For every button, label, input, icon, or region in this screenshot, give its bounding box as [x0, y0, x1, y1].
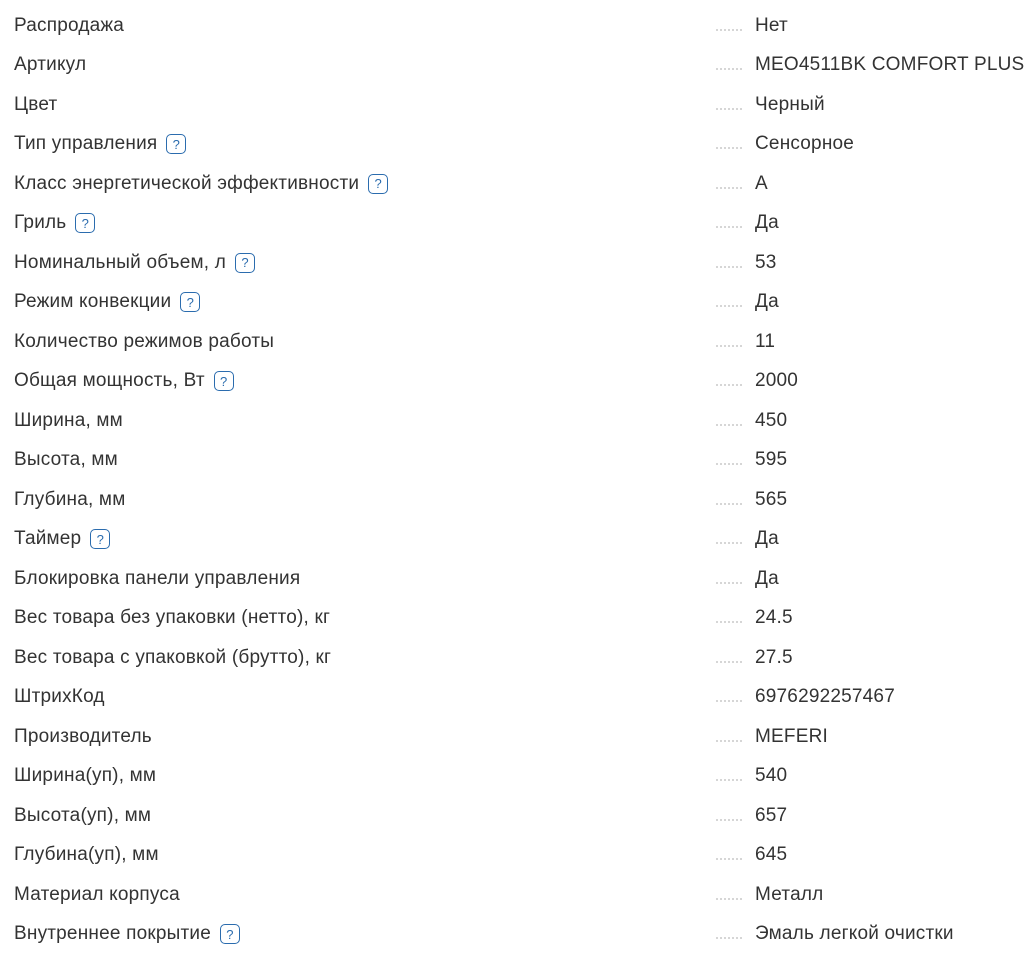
spec-label-text: Материал корпуса: [14, 883, 180, 905]
spec-value-cell: [716, 370, 1030, 392]
spec-label-text: Внутреннее покрытие: [14, 923, 211, 945]
spec-label-text: Цвет: [14, 93, 58, 115]
spec-value: А: [755, 172, 768, 194]
spec-value-cell: [716, 647, 1030, 669]
spec-row: [14, 796, 1030, 836]
spec-value: Да: [755, 528, 779, 550]
spec-value-cell: [716, 15, 1030, 37]
spec-label: [14, 884, 716, 906]
spec-value: 595: [755, 449, 788, 471]
spec-value: Да: [755, 212, 779, 234]
dotted-leader: [716, 106, 742, 110]
spec-label: [14, 568, 716, 590]
spec-value-cell: [716, 726, 1030, 748]
help-icon[interactable]: ?: [214, 371, 234, 391]
spec-value-cell: [716, 173, 1030, 195]
dotted-leader: [716, 382, 742, 386]
dotted-leader: [716, 738, 742, 742]
spec-row: [14, 875, 1030, 915]
spec-value: 24.5: [755, 607, 793, 629]
spec-row: [14, 401, 1030, 441]
dotted-leader: [716, 580, 742, 584]
spec-value-cell: [716, 607, 1030, 629]
spec-label-text: Количество режимов работы: [14, 330, 275, 352]
spec-label: [14, 291, 716, 313]
spec-label-text: Высота(уп), мм: [14, 804, 152, 826]
spec-row: [14, 6, 1030, 46]
spec-label-text: Артикул: [14, 54, 87, 76]
spec-label: [14, 607, 716, 629]
spec-value: 657: [755, 804, 788, 826]
spec-value: 565: [755, 488, 788, 510]
spec-value: Сенсорное: [755, 133, 855, 155]
spec-row: [14, 599, 1030, 639]
spec-row: [14, 85, 1030, 125]
spec-label: [14, 449, 716, 471]
spec-value: MEFERI: [755, 725, 828, 747]
help-icon[interactable]: ?: [368, 174, 388, 194]
spec-value-cell: [716, 410, 1030, 432]
dotted-leader: [716, 27, 742, 31]
spec-row: [14, 678, 1030, 718]
spec-value: Да: [755, 567, 779, 589]
spec-label: [14, 212, 716, 234]
spec-label-text: Ширина, мм: [14, 409, 123, 431]
spec-row: [14, 204, 1030, 244]
spec-label-text: Тип управления: [14, 133, 158, 155]
spec-value-cell: [716, 568, 1030, 590]
spec-label: [14, 647, 716, 669]
spec-label-text: Высота, мм: [14, 449, 118, 471]
spec-value-cell: [716, 212, 1030, 234]
dotted-leader: [716, 540, 742, 544]
spec-row: [14, 638, 1030, 678]
help-icon[interactable]: ?: [75, 213, 95, 233]
spec-row: [14, 520, 1030, 560]
spec-label: [14, 726, 716, 748]
spec-label: [14, 133, 716, 155]
dotted-leader: [716, 659, 742, 663]
spec-label: [14, 765, 716, 787]
spec-label-text: Распродажа: [14, 14, 125, 36]
spec-value-cell: [716, 331, 1030, 353]
spec-value-cell: [716, 528, 1030, 550]
spec-value-cell: [716, 489, 1030, 511]
spec-value-cell: [716, 133, 1030, 155]
spec-label: [14, 686, 716, 708]
spec-row: [14, 164, 1030, 204]
dotted-leader: [716, 264, 742, 268]
dotted-leader: [716, 935, 742, 939]
spec-label-text: Глубина, мм: [14, 488, 126, 510]
spec-label-text: Класс энергетической эффективности: [14, 172, 360, 194]
spec-value-cell: [716, 686, 1030, 708]
spec-label-text: Производитель: [14, 725, 152, 747]
spec-value: MEO4511BK COMFORT PLUS: [755, 54, 1025, 76]
spec-value: 540: [755, 765, 788, 787]
spec-row: [14, 322, 1030, 362]
spec-row: [14, 125, 1030, 165]
spec-label: [14, 805, 716, 827]
spec-row: [14, 46, 1030, 86]
spec-value: 11: [755, 330, 776, 352]
spec-value: Эмаль легкой очистки: [755, 923, 954, 945]
spec-label-text: ШтрихКод: [14, 686, 105, 708]
help-icon[interactable]: ?: [166, 134, 186, 154]
spec-row: [14, 915, 1030, 955]
dotted-leader: [716, 698, 742, 702]
spec-value-cell: [716, 252, 1030, 274]
help-icon[interactable]: ?: [180, 292, 200, 312]
spec-value-cell: [716, 291, 1030, 313]
dotted-leader: [716, 777, 742, 781]
spec-value-cell: [716, 765, 1030, 787]
dotted-leader: [716, 145, 742, 149]
spec-value: Нет: [755, 14, 788, 36]
dotted-leader: [716, 501, 742, 505]
spec-label: [14, 489, 716, 511]
spec-row: [14, 757, 1030, 797]
spec-value: 53: [755, 251, 777, 273]
spec-row: [14, 362, 1030, 402]
spec-value: Да: [755, 291, 779, 313]
dotted-leader: [716, 817, 742, 821]
spec-row: [14, 243, 1030, 283]
spec-value-cell: [716, 54, 1030, 76]
spec-label: [14, 15, 716, 37]
spec-value: 27.5: [755, 646, 793, 668]
spec-label: [14, 54, 716, 76]
spec-label-text: Блокировка панели управления: [14, 567, 301, 589]
spec-label-text: Гриль: [14, 212, 67, 234]
spec-label: [14, 528, 716, 550]
dotted-leader: [716, 343, 742, 347]
dotted-leader: [716, 303, 742, 307]
spec-value-cell: [716, 844, 1030, 866]
spec-value: Черный: [755, 93, 825, 115]
spec-label-text: Общая мощность, Вт: [14, 370, 205, 392]
spec-label-text: Режим конвекции: [14, 291, 172, 313]
spec-label: [14, 173, 716, 195]
spec-value: 450: [755, 409, 788, 431]
spec-label: [14, 923, 716, 945]
spec-value-cell: [716, 805, 1030, 827]
spec-value: 2000: [755, 370, 799, 392]
dotted-leader: [716, 66, 742, 70]
spec-row: [14, 283, 1030, 323]
dotted-leader: [716, 224, 742, 228]
spec-label: [14, 410, 716, 432]
dotted-leader: [716, 896, 742, 900]
spec-value: Металл: [755, 883, 824, 905]
spec-label-text: Ширина(уп), мм: [14, 765, 157, 787]
spec-label: [14, 844, 716, 866]
spec-label: [14, 370, 716, 392]
spec-label-text: Таймер: [14, 528, 82, 550]
spec-label-text: Глубина(уп), мм: [14, 844, 159, 866]
spec-label: [14, 252, 716, 274]
dotted-leader: [716, 422, 742, 426]
help-icon[interactable]: ?: [235, 253, 255, 273]
spec-row: [14, 480, 1030, 520]
spec-value-cell: [716, 923, 1030, 945]
spec-row: [14, 717, 1030, 757]
spec-value-cell: [716, 449, 1030, 471]
spec-value-cell: [716, 884, 1030, 906]
spec-value-cell: [716, 94, 1030, 116]
spec-label-text: Вес товара без упаковки (нетто), кг: [14, 607, 331, 629]
spec-row: [14, 441, 1030, 481]
dotted-leader: [716, 619, 742, 623]
spec-label: [14, 94, 716, 116]
spec-label-text: Вес товара с упаковкой (брутто), кг: [14, 646, 332, 668]
dotted-leader: [716, 856, 742, 860]
spec-label-text: Номинальный объем, л: [14, 251, 227, 273]
spec-value: 645: [755, 844, 788, 866]
spec-row: [14, 836, 1030, 876]
spec-row: [14, 559, 1030, 599]
dotted-leader: [716, 461, 742, 465]
help-icon[interactable]: ?: [90, 529, 110, 549]
help-icon[interactable]: ?: [220, 924, 240, 944]
spec-value: 6976292257467: [755, 686, 895, 708]
dotted-leader: [716, 185, 742, 189]
spec-label: [14, 331, 716, 353]
